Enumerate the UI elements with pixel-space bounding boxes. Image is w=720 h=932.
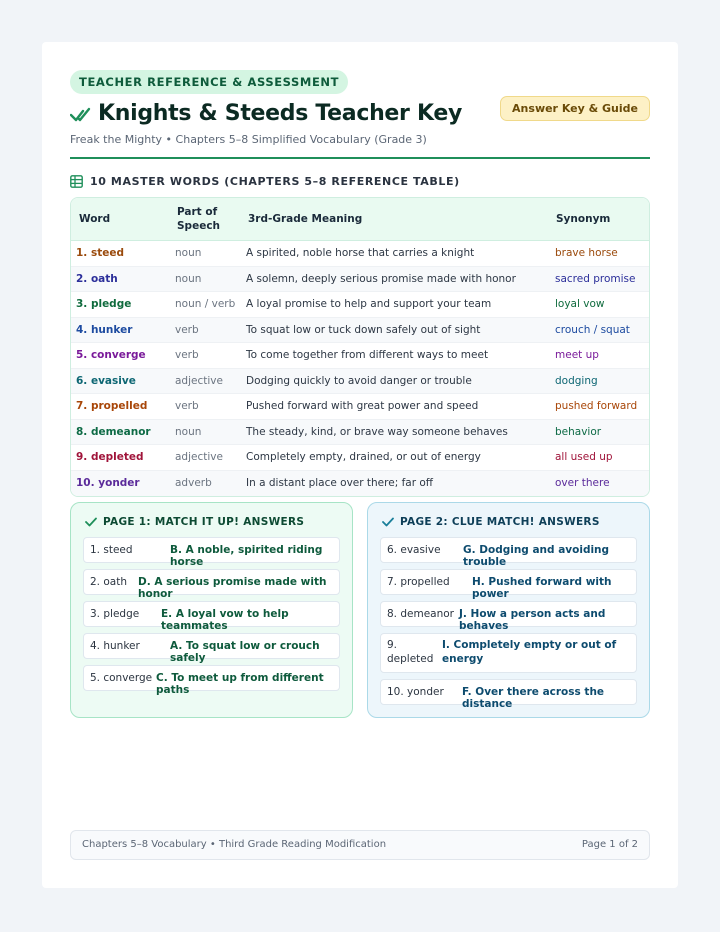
check-icon: [85, 517, 97, 527]
page2-title: PAGE 2: CLUE MATCH! ANSWERS: [400, 516, 600, 528]
answer-term: 4. hunker: [90, 640, 140, 652]
col-pos-line1: Part of: [177, 206, 218, 218]
answer-term: 2. oath: [90, 576, 127, 588]
answer-text: D. A serious promise made with honor: [138, 576, 327, 600]
page-footer: [70, 830, 650, 860]
meaning: To come together from different ways to meet: [246, 349, 489, 361]
answer-key-badge: Answer Key & Guide: [500, 96, 650, 121]
meaning: The steady, kind, or brave way someone behaves: [246, 425, 508, 438]
meaning: A loyal promise to help and support your team: [246, 298, 492, 310]
answer-text: B. A noble, spirited riding horse: [170, 544, 323, 568]
table-row: [71, 343, 649, 369]
answer-text: G. Dodging and avoiding trouble: [463, 544, 610, 568]
part-of-speech: adjective: [175, 374, 223, 387]
meaning: A spirited, noble horse that carries a knight: [246, 247, 475, 259]
answer-row: [380, 569, 637, 600]
vocab-word: 9. depleted: [76, 451, 144, 463]
vocab-word: 2. oath: [76, 272, 118, 285]
vocab-table: [70, 197, 650, 497]
answer-text: F. Over there across the distance: [462, 686, 605, 710]
synonym: loyal vow: [555, 298, 605, 310]
answer-term: 5. converge: [90, 672, 153, 684]
synonym: brave horse: [555, 247, 618, 259]
meaning: A solemn, deeply serious promise made with honor: [246, 272, 516, 285]
part-of-speech: adjective: [175, 451, 223, 463]
answer-row: [380, 601, 637, 632]
table-row: [71, 318, 649, 344]
answer-term: 3. pledge: [90, 608, 140, 620]
vocab-section-title: 10 MASTER WORDS (CHAPTERS 5–8 REFERENCE TABLE): [90, 175, 460, 188]
answer-row: [83, 601, 340, 632]
answer-term: 6. evasive: [387, 544, 441, 556]
table-row: [71, 292, 649, 318]
table-grid-icon: [70, 175, 83, 188]
synonym: sacred promise: [555, 272, 636, 285]
synonym: over there: [555, 476, 610, 489]
part-of-speech: noun: [175, 272, 202, 285]
vocab-word: 4. hunker: [76, 323, 133, 336]
page-subtitle: Freak the Mighty • Chapters 5–8 Simplified Vocabulary (Grade 3): [70, 133, 427, 146]
page1-answers-panel: [70, 502, 353, 718]
vocab-word: 10. yonder: [76, 476, 140, 489]
answer-row: [380, 633, 637, 673]
vocab-word: 5. converge: [76, 349, 146, 361]
part-of-speech: noun / verb: [175, 298, 236, 310]
answer-text: C. To meet up from different paths: [156, 672, 324, 696]
double-check-icon: [70, 105, 92, 125]
answer-row: [83, 633, 340, 664]
meaning: In a distant place over there; far off: [246, 476, 434, 489]
table-row: [71, 369, 649, 395]
title-row: [70, 100, 650, 130]
part-of-speech: verb: [175, 400, 199, 412]
part-of-speech: adverb: [175, 476, 212, 489]
page-number: Page 1 of 2: [581, 839, 638, 850]
check-icon: [382, 517, 394, 527]
synonym: crouch / squat: [555, 323, 630, 336]
vocab-table-header: [71, 198, 649, 241]
meaning: Pushed forward with great power and speed: [246, 400, 479, 412]
answer-text: A. To squat low or crouch safely: [170, 640, 320, 664]
table-row: [71, 241, 649, 267]
part-of-speech: noun: [175, 247, 202, 259]
answer-panels: [70, 502, 650, 718]
synonym: all used up: [555, 451, 613, 463]
vocab-section-header: [70, 174, 650, 190]
vocab-word: 8. demeanor: [76, 425, 151, 438]
synonym: meet up: [555, 349, 599, 361]
meaning: To squat low or tuck down safely out of sight: [246, 323, 481, 336]
col-synonym: Synonym: [556, 213, 611, 225]
vocab-word: 1. steed: [76, 247, 124, 259]
page-title: Knights & Steeds Teacher Key: [98, 101, 462, 126]
document-page: [42, 42, 678, 888]
table-row: [71, 420, 649, 446]
answer-row: [380, 537, 637, 568]
table-row: [71, 267, 649, 293]
synonym: dodging: [555, 374, 598, 387]
answer-text: E. A loyal vow to help teammates: [161, 608, 289, 632]
reference-tag: TEACHER REFERENCE & ASSESSMENT: [70, 70, 348, 94]
synonym: behavior: [555, 425, 602, 438]
table-row: [71, 394, 649, 420]
answer-term: 7. propelled: [387, 576, 450, 588]
answer-term: 1. steed: [90, 544, 133, 556]
answer-row: [83, 537, 340, 568]
answer-text: H. Pushed forward with power: [472, 576, 612, 600]
vocab-word: 3. pledge: [76, 298, 132, 310]
document-content: [70, 70, 650, 710]
part-of-speech: noun: [175, 425, 202, 438]
answer-term-line2: depleted: [387, 653, 434, 665]
vocab-table-body: [71, 241, 649, 496]
col-pos-line2: Speech: [177, 220, 221, 232]
page1-title: PAGE 1: MATCH IT UP! ANSWERS: [103, 516, 305, 528]
answer-term: 8. demeanor: [387, 608, 454, 620]
answer-row: [83, 569, 340, 600]
part-of-speech: verb: [175, 349, 199, 361]
synonym: pushed forward: [555, 400, 638, 412]
vocab-word: 7. propelled: [76, 400, 148, 412]
answer-text: J. How a person acts and behaves: [459, 608, 606, 632]
answer-row: [83, 665, 340, 696]
answer-term-line1: 9.: [387, 639, 398, 651]
part-of-speech: verb: [175, 323, 199, 336]
header-divider: [70, 157, 650, 159]
answer-text-line1: I. Completely empty or out of: [442, 639, 617, 651]
answer-text-line2: energy: [442, 653, 484, 665]
col-word: Word: [79, 213, 111, 225]
meaning: Completely empty, drained, or out of energy: [246, 451, 481, 463]
page2-answers-panel: [367, 502, 650, 718]
col-meaning: 3rd-Grade Meaning: [248, 213, 363, 225]
answer-row: [380, 679, 637, 710]
table-row: [71, 445, 649, 471]
table-row: [71, 471, 649, 497]
meaning: Dodging quickly to avoid danger or trouble: [246, 374, 472, 387]
vocab-word: 6. evasive: [76, 374, 136, 387]
footer-left: Chapters 5–8 Vocabulary • Third Grade Reading Modification: [82, 839, 387, 850]
answer-term: 10. yonder: [387, 686, 444, 698]
